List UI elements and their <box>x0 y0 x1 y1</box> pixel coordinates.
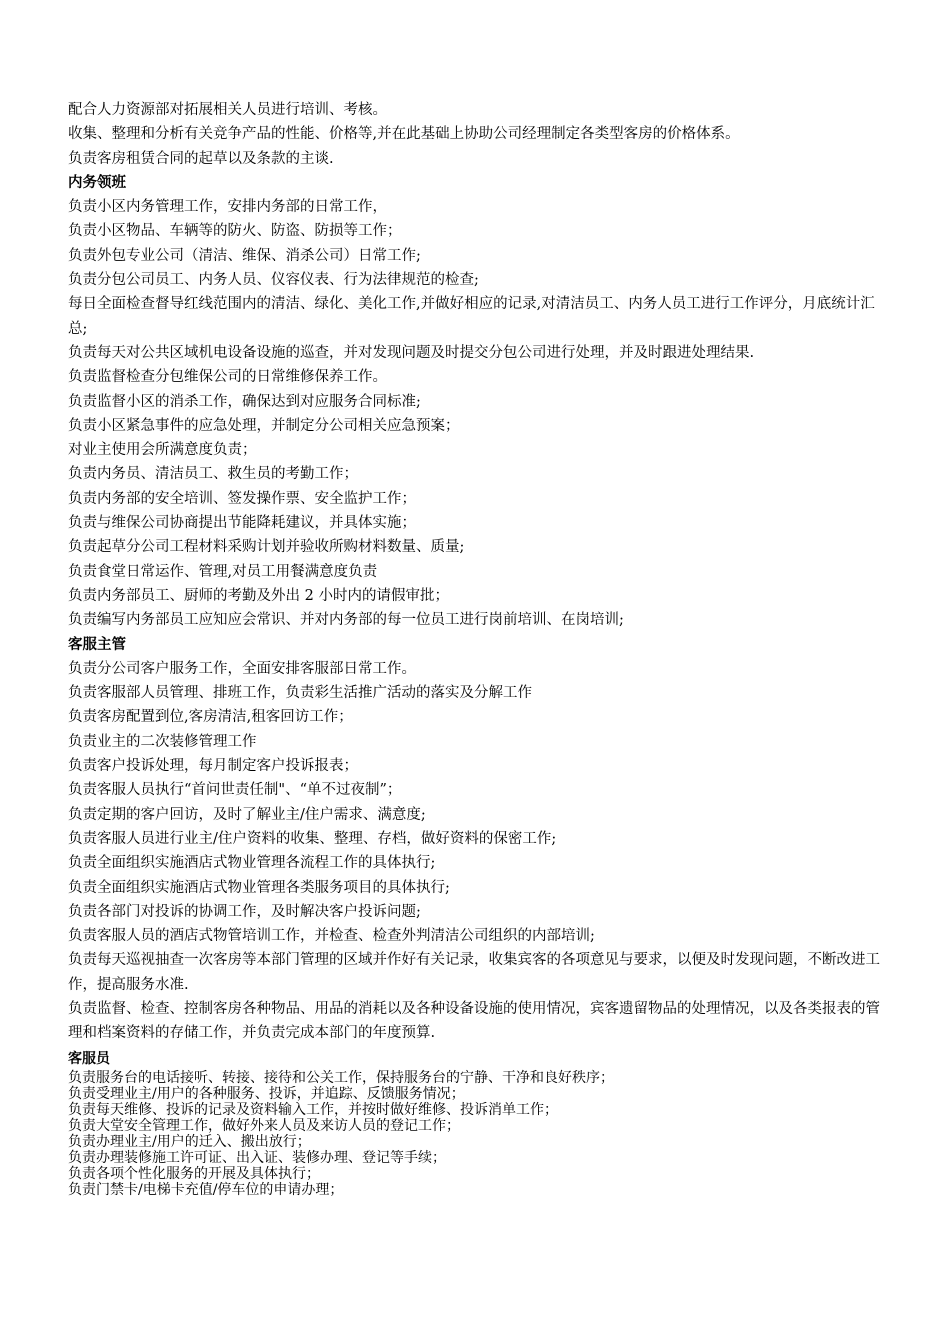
list-item: 负责小区内务管理工作，安排内务部的日常工作， <box>68 199 387 216</box>
intro-line: 负责客房租赁合同的起草以及条款的主谈. <box>68 150 334 167</box>
document-body <box>68 98 888 1198</box>
list-item: 负责外包专业公司（清洁、维保、消杀公司）日常工作; <box>68 247 421 264</box>
list-item: 负责服务台的电话接听、转接、接待和公关工作，保持服务台的宁静、干净和良好秩序； <box>68 1069 614 1086</box>
list-item: 负责监督、检查、控制客房各种物品、用品的消耗以及各种设备设施的使用情况，宾客遗留物品的处理情况，以及各类报表的管理和档案资料的存储工作，并负责完成本部门的年度预算. <box>68 1000 880 1042</box>
list-item: 对业主使用会所满意度负责； <box>68 442 257 459</box>
list-item: 负责客服人员进行业主/住户资料的收集、整理、存档，做好资料的保密工作; <box>68 830 557 847</box>
intro-line: 收集、整理和分析有关竞争产品的性能、价格等,并在此基础上协助公司经理制定各类型客房的价格体系。 <box>68 126 740 143</box>
list-item: 负责起草分公司工程材料采购计划并验收所购材料数量、质量; <box>68 539 465 556</box>
list-item: 负责编写内务部员工应知应会常识、并对内务部的每一位员工进行岗前培训、在岗培训; <box>68 612 624 629</box>
list-item: 负责小区紧急事件的应急处理，并制定分公司相关应急预案； <box>68 417 460 434</box>
list-item: 负责分公司客户服务工作，全面安排客服部日常工作。 <box>68 660 416 677</box>
list-item: 负责客服人员执行“首问世责任制"、“单不过夜制”； <box>68 782 402 799</box>
list-item: 负责监督检查分包维保公司的日常维修保养工作。 <box>68 369 387 386</box>
list-item: 负责监督小区的消杀工作，确保达到对应服务合同标准; <box>68 393 421 410</box>
list-item: 负责与维保公司协商提出节能降耗建议，并具体实施； <box>68 515 416 532</box>
list-item: 负责客户投诉处理，每月制定客户投诉报表； <box>68 758 358 775</box>
list-item: 负责办理业主/用户的迁入、搬出放行； <box>68 1133 311 1150</box>
list-item: 负责全面组织实施酒店式物业管理各类服务项目的具体执行; <box>68 879 450 896</box>
list-item: 每日全面检查督导红线范围内的清洁、绿化、美化工作,并做好相应的记录,对清洁员工、内务人员工进行工作评分，月底统计汇总; <box>68 296 875 337</box>
intro-line: 配合人力资源部对拓展相关人员进行培训、考核。 <box>68 102 387 118</box>
list-item: 负责办理装修施工许可证、出入证、装修办理、登记等手续； <box>68 1150 446 1167</box>
section-heading-customer-service-supervisor: 客服主管 <box>68 636 126 653</box>
list-item: 负责客服人员的酒店式物管培训工作，并检查、检查外判清洁公司组织的内部培训; <box>68 928 595 945</box>
list-item: 负责客服部人员管理、排班工作，负责彩生活推广活动的落实及分解工作 <box>68 685 532 702</box>
list-item: 负责业主的二次装修管理工作 <box>68 733 257 750</box>
list-item: 负责门禁卡/电梯卡充值/停车位的申请办理； <box>68 1182 344 1199</box>
list-item: 负责每天维修、投诉的记录及资料输入工作，并按时做好维修、投诉消单工作； <box>68 1101 558 1118</box>
list-item: 负责食堂日常运作、管理,对员工用餐满意度负责 <box>68 563 378 580</box>
section-heading-customer-service-staff: 客服员 <box>68 1050 110 1067</box>
list-item: 负责内务部员工、厨师的考勤及外出 2 小时内的请假审批； <box>68 587 449 604</box>
section-heading-housekeeping-lead: 内务领班 <box>68 174 126 191</box>
list-item: 负责小区物品、车辆等的防火、防盗、防损等工作； <box>68 223 402 240</box>
list-item: 负责定期的客户回访，及时了解业主/住户需求、满意度; <box>68 806 426 823</box>
list-item: 负责受理业主/用户的各种服务、投诉，并追踪、反馈服务情况； <box>68 1085 465 1102</box>
list-item: 负责内务部的安全培训、签发操作票、安全监护工作； <box>68 490 416 507</box>
list-item: 负责全面组织实施酒店式物业管理各流程工作的具体执行; <box>68 855 436 872</box>
list-item: 负责客房配置到位,客房清洁,租客回访工作； <box>68 709 353 726</box>
list-item: 负责内务员、清洁员工、救生员的考勤工作； <box>68 466 358 483</box>
list-item: 负责各项个性化服务的开展及具体执行； <box>68 1166 320 1183</box>
list-item: 负责每天对公共区域机电设备设施的巡查，并对发现问题及时提交分包公司进行处理，并及时跟进处理结果. <box>68 344 755 361</box>
list-item: 负责每天巡视抽查一次客房等本部门管理的区域并作好有关记录，收集宾客的各项意见与要求，以便及时发现问题，不断改进工作，提高服务水准. <box>68 952 880 993</box>
list-item: 负责各部门对投诉的协调工作，及时解决客户投诉问题; <box>68 903 421 920</box>
list-item: 负责大堂安全管理工作，做好外来人员及来访人员的登记工作； <box>68 1117 460 1134</box>
list-item: 负责分包公司员工、内务人员、仪容仪表、行为法律规范的检查; <box>68 272 479 289</box>
